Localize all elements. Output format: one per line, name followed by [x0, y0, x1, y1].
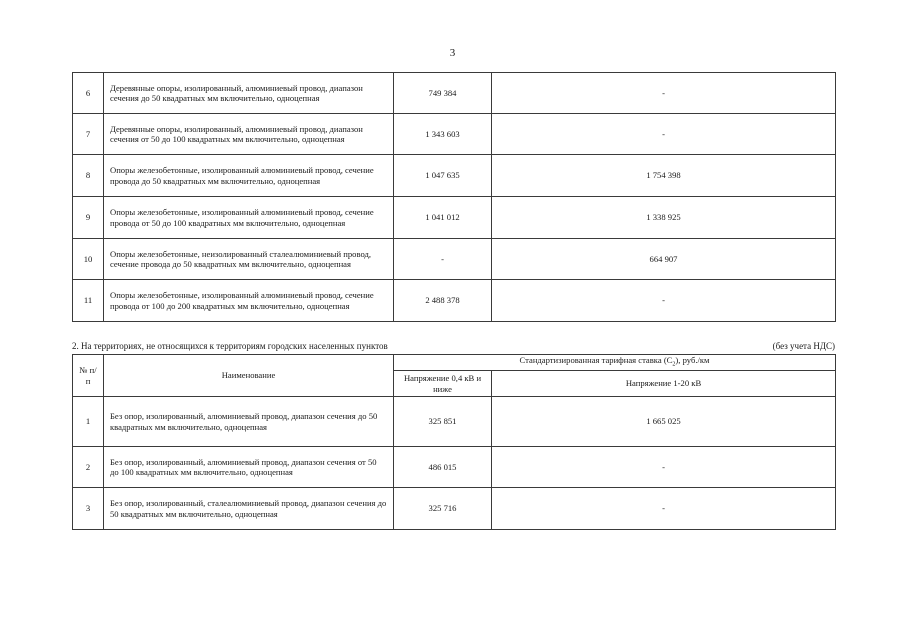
row-name: Опоры железобетонные, неизолированный сталеалюминиевый провод, сечение провода до 50 квадратных мм включительно, одноцепная [104, 239, 394, 280]
row-rate-low-voltage: 1 041 012 [394, 197, 492, 239]
table-row [73, 488, 836, 530]
row-name: Без опор, изолированный, алюминиевый провод, диапазон сечения от 50 до 100 квадратных мм включительно, одноцепная [104, 447, 394, 488]
header-rate-prefix: Стандартизированная тарифная ставка (C [519, 355, 673, 365]
row-rate-low-voltage: 1 343 603 [394, 114, 492, 155]
header-rate [394, 355, 836, 371]
row-number: 10 [73, 239, 104, 280]
header-name: Наименование [104, 355, 394, 397]
row-rate-low-voltage: 1 047 635 [394, 155, 492, 197]
row-name: Деревянные опоры, изолированный, алюминиевый провод, диапазон сечения от 50 до 100 квадратных мм включительно, одноцепная [104, 114, 394, 155]
table-header-row [73, 355, 836, 371]
row-rate-low-voltage: 2 488 378 [394, 280, 492, 322]
row-name: Без опор, изолированный, сталеалюминиевый провод, диапазон сечения до 50 квадратных мм включительно, одноцепная [104, 488, 394, 530]
row-rate-mid-voltage: - [492, 447, 836, 488]
row-name: Опоры железобетонные, изолированный алюминиевый провод, сечение провода до 50 квадратных мм включительно, одноцепная [104, 155, 394, 197]
row-rate-mid-voltage: 1 338 925 [492, 197, 836, 239]
table-row [73, 397, 836, 447]
row-name: Без опор, изолированный, алюминиевый провод, диапазон сечения до 50 квадратных мм включительно, одноцепная [104, 397, 394, 447]
row-number: 6 [73, 73, 104, 114]
header-rate-subscript: 2 [672, 361, 676, 368]
row-rate-low-voltage: - [394, 239, 492, 280]
table-row [73, 197, 836, 239]
table-row [73, 447, 836, 488]
row-rate-mid-voltage: 1 665 025 [492, 397, 836, 447]
row-name: Деревянные опоры, изолированный, алюминиевый провод, диапазон сечения до 50 квадратных мм включительно, одноцепная [104, 73, 394, 114]
row-rate-mid-voltage: - [492, 280, 836, 322]
table-row [73, 280, 836, 322]
row-number: 2 [73, 447, 104, 488]
row-rate-mid-voltage: - [492, 114, 836, 155]
row-number: 3 [73, 488, 104, 530]
row-rate-mid-voltage: - [492, 73, 836, 114]
table-row [73, 73, 836, 114]
table-row [73, 239, 836, 280]
vat-note: (без учета НДС) [772, 341, 835, 351]
section-title: 2. На территориях, не относящихся к территориям городских населенных пунктов [72, 341, 388, 351]
table-row [73, 114, 836, 155]
table-row [73, 155, 836, 197]
row-rate-low-voltage: 749 384 [394, 73, 492, 114]
row-rate-mid-voltage: - [492, 488, 836, 530]
row-name: Опоры железобетонные, изолированный алюминиевый провод, сечение провода от 100 до 200 квадратных мм включительно, одноцепная [104, 280, 394, 322]
page-number: 3 [449, 47, 456, 59]
header-low-voltage: Напряжение 0,4 кВ и ниже [394, 371, 492, 397]
row-number: 9 [73, 197, 104, 239]
row-name: Опоры железобетонные, изолированный алюминиевый провод, сечение провода от 50 до 100 квадратных мм включительно, одноцепная [104, 197, 394, 239]
row-rate-low-voltage: 325 716 [394, 488, 492, 530]
row-number: 11 [73, 280, 104, 322]
row-number: 1 [73, 397, 104, 447]
row-number: 8 [73, 155, 104, 197]
row-rate-low-voltage: 325 851 [394, 397, 492, 447]
header-mid-voltage: Напряжение 1-20 кВ [492, 371, 836, 397]
tariff-table-rural [72, 354, 836, 530]
tariff-table-urban-continued [72, 72, 836, 322]
row-rate-mid-voltage: 1 754 398 [492, 155, 836, 197]
header-number: № п/п [73, 355, 104, 397]
header-rate-suffix: ), руб./км [675, 355, 710, 365]
row-rate-mid-voltage: 664 907 [492, 239, 836, 280]
row-rate-low-voltage: 486 015 [394, 447, 492, 488]
row-number: 7 [73, 114, 104, 155]
